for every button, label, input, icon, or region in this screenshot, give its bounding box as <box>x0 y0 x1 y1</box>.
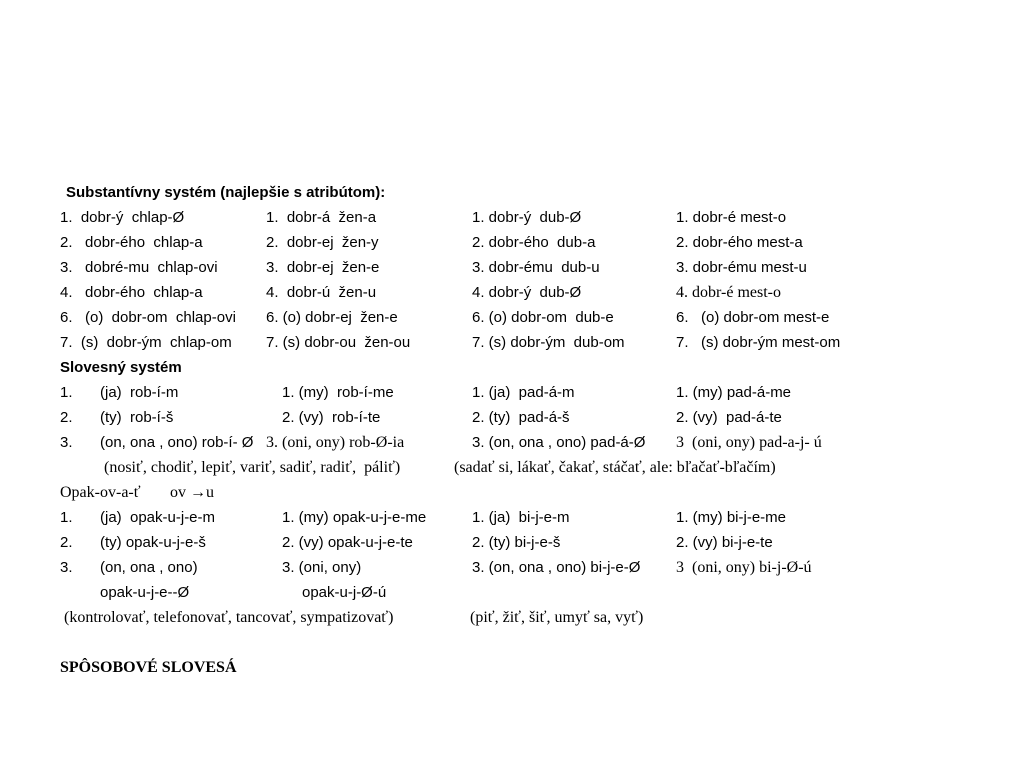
verb-num: 2. <box>60 409 73 426</box>
subst-cell: 6. (o) dobr-ej žen-e <box>266 309 398 326</box>
subst-cell: 6. (o) dobr-om dub-e <box>472 309 614 326</box>
heading-sposobove: SPÔSOBOVÉ SLOVESÁ <box>60 659 237 676</box>
subst-cell: 7. (s) dobr-ým chlap-om <box>60 334 232 351</box>
verb-cell: 1. (my) opak-u-j-e-me <box>282 509 427 526</box>
subst-cell: 4. dobr-ý dub-Ø <box>472 284 582 301</box>
verb-cell: 1. (my) rob-í-me <box>282 384 394 401</box>
verb-num: 1. <box>60 509 73 526</box>
subst-cell: 3. dobré-mu chlap-ovi <box>60 259 218 276</box>
verb-cell: 3. (on, ona , ono) pad-á-Ø <box>472 434 646 451</box>
subst-cell: 1. dobr-ý chlap-Ø <box>60 209 185 226</box>
examples-2-right: (piť, žiť, šiť, umyť sa, vyť) <box>470 609 644 626</box>
verb-cell: (ja) opak-u-j-e-m <box>100 509 216 526</box>
subst-cell: 3. dobr-ej žen-e <box>266 259 380 276</box>
subst-cell: 7. (s) dobr-ým mest-om <box>676 334 841 351</box>
subst-cell: 2. dobr-ého mest-a <box>676 234 803 251</box>
verb-cell: (on, ona , ono) rob-í- Ø <box>100 434 254 451</box>
heading-slovesa: Slovesný systém <box>60 359 182 376</box>
subst-cell: 6. (o) dobr-om mest-e <box>676 309 830 326</box>
verb-cell: 2. (vy) rob-í-te <box>282 409 381 426</box>
subst-cell: 2. dobr-ého chlap-a <box>60 234 203 251</box>
verb-cell: 3 (oni, ony) bi-j-Ø-ú <box>676 559 812 576</box>
verb-cell: 2. (vy) bi-j-e-te <box>676 534 773 551</box>
verb-cell: (on, ona , ono) <box>100 559 198 576</box>
verb-cell: 1. (my) pad-á-me <box>676 384 792 401</box>
verb-cell: (ty) rob-í-š <box>100 409 174 426</box>
verb-num: 1. <box>60 384 73 401</box>
verb-cell: 2. (ty) pad-á-š <box>472 409 570 426</box>
examples-2-left: (kontrolovať, telefonovať, tancovať, sympatizovať) <box>64 609 394 626</box>
subst-cell: 7. (s) dobr-ým dub-om <box>472 334 625 351</box>
subst-cell: 4. dobr-ého chlap-a <box>60 284 203 301</box>
verb-cell: 1. (ja) pad-á-m <box>472 384 575 401</box>
opak-forms-right: opak-u-j-Ø-ú <box>302 584 387 601</box>
verb-cell: 3 (oni, ony) pad-a-j- ú <box>676 434 822 451</box>
verb-cell: 3. (on, ona , ono) bi-j-e-Ø <box>472 559 641 576</box>
verb-cell: (ty) opak-u-j-e-š <box>100 534 206 551</box>
subst-cell: 1. dobr-á žen-a <box>266 209 377 226</box>
examples-1-right: (sadať si, lákať, čakať, stáčať, ale: bľačať-bľačím) <box>454 459 776 476</box>
subst-cell: 4. dobr-é mest-o <box>676 284 781 301</box>
opakovat-title: Opak-ov-a-ť <box>60 484 141 501</box>
subst-cell: 6. (o) dobr-om chlap-ovi <box>60 309 236 326</box>
verb-cell: 2. (vy) pad-á-te <box>676 409 782 426</box>
verb-num: 3. <box>60 434 73 451</box>
heading-substantiva: Substantívny systém (najlepšie s atribútom): <box>66 184 386 201</box>
subst-cell: 3. dobr-ému dub-u <box>472 259 600 276</box>
verb-cell: 1. (my) bi-j-e-me <box>676 509 787 526</box>
opak-forms-left: opak-u-j-e--Ø <box>100 584 190 601</box>
verb-num: 2. <box>60 534 73 551</box>
verb-num: 3. <box>60 559 73 576</box>
verb-cell: 2. (ty) bi-j-e-š <box>472 534 561 551</box>
subst-cell: 2. dobr-ej žen-y <box>266 234 379 251</box>
subst-cell: 1. dobr-ý dub-Ø <box>472 209 582 226</box>
subst-cell: 7. (s) dobr-ou žen-ou <box>266 334 411 351</box>
verb-cell: (ja) rob-í-m <box>100 384 179 401</box>
opakovat-rule: ov →u <box>170 484 214 501</box>
verb-cell: 3. (oni, ony) rob-Ø-ia <box>266 434 405 451</box>
subst-cell: 2. dobr-ého dub-a <box>472 234 596 251</box>
subst-cell: 3. dobr-ému mest-u <box>676 259 807 276</box>
subst-cell: 1. dobr-é mest-o <box>676 209 787 226</box>
verb-cell: 3. (oni, ony) <box>282 559 362 576</box>
verb-cell: 1. (ja) bi-j-e-m <box>472 509 570 526</box>
subst-cell: 4. dobr-ú žen-u <box>266 284 377 301</box>
verb-cell: 2. (vy) opak-u-j-e-te <box>282 534 413 551</box>
examples-1-left: (nosiť, chodiť, lepiť, variť, sadiť, radiť, páliť) <box>104 459 401 476</box>
